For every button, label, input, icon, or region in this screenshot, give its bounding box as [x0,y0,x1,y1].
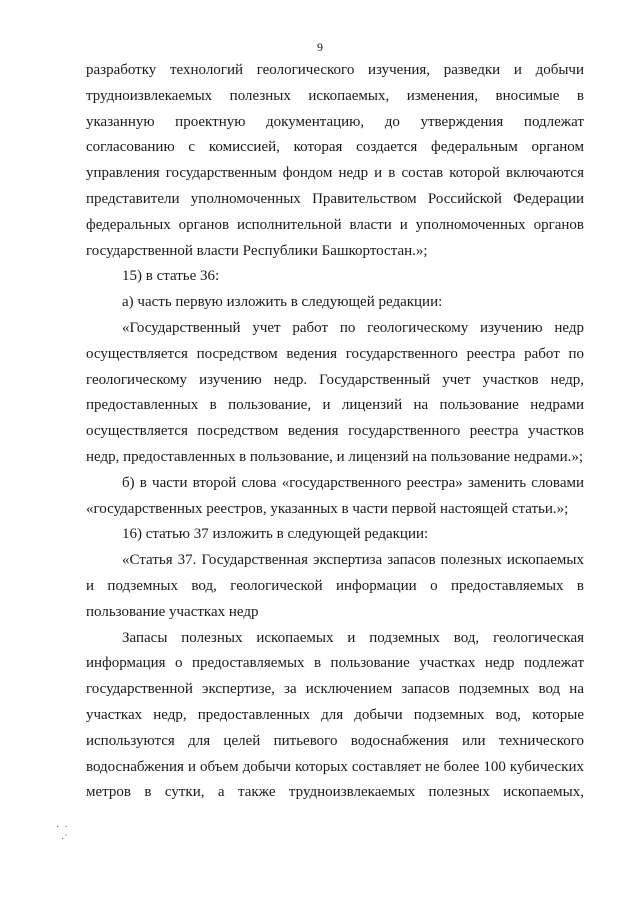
text-line: Запасы полезных ископаемых и подземных вод, геологическая [122,629,584,646]
text-line: а) часть первую изложить в следующей редакции: [122,294,443,311]
text-line: осуществляется посредством ведения государственного реестра работ по [86,345,584,362]
text-line: используются для целей питьевого водоснабжения или технического [86,732,584,749]
margin-specks: · · ·´ [56,822,68,845]
text-line: государственной экспертизе, за исключением запасов подземных вод на [86,681,584,698]
text-line: указанную проектную документацию, до утверждения подлежат [86,113,584,130]
text-line: федеральных органов исполнительной власти и уполномоченных органов [86,216,584,233]
text-line: «Статья 37. Государственная экспертиза запасов полезных ископаемых [122,552,584,569]
text-line: трудноизвлекаемых полезных ископаемых, изменения, вносимые в [86,87,584,104]
text-line: метров в сутки, а также трудноизвлекаемых полезных ископаемых, [86,784,584,801]
text-line: «государственных реестров, указанных в части первой настоящей статьи.»; [86,500,569,517]
text-line: пользование участках недр [86,603,259,620]
page-number: 9 [317,40,323,54]
text-line: предоставленных в пользование, и лицензий на пользование недрами [86,397,584,414]
text-line: разработку технологий геологического изучения, разведки и добычи [86,62,584,78]
text-line: и подземных вод, геологической информации о предоставляемых в [86,577,584,594]
text-line: согласованию с комиссией, которая создается федеральным органом [86,139,584,156]
text-line: б) в части второй слова «государственного реестра» заменить словами [122,474,584,491]
text-line: «Государственный учет работ по геологическому изучению недр [122,319,584,336]
text-line: водоснабжения и объем добычи которых составляет не более 100 кубических [86,758,584,775]
text-line: информация о предоставляемых в пользование участках недр подлежат [86,655,584,672]
text-line: недр, предоставленных в пользование, и лицензий на пользование недрами.»; [86,448,584,465]
text-line: участках недр, предоставленных для добычи подземных вод, которые [86,706,584,723]
text-line: осуществляется посредством ведения государственного реестра участков [86,423,584,440]
text-line: 15) в статье 36: [122,268,220,285]
text-line: 16) статью 37 изложить в следующей редакции: [122,526,429,543]
document-body [86,58,584,806]
text-line: государственной власти Республики Башкортостан.»; [86,242,428,259]
text-line: представители уполномоченных Правительством Российской Федерации [86,190,584,207]
text-line: геологическому изучению недр. Государственный учет участков недр, [86,371,584,388]
text-line: управления государственным фондом недр и в состав которой включаются [86,165,584,182]
